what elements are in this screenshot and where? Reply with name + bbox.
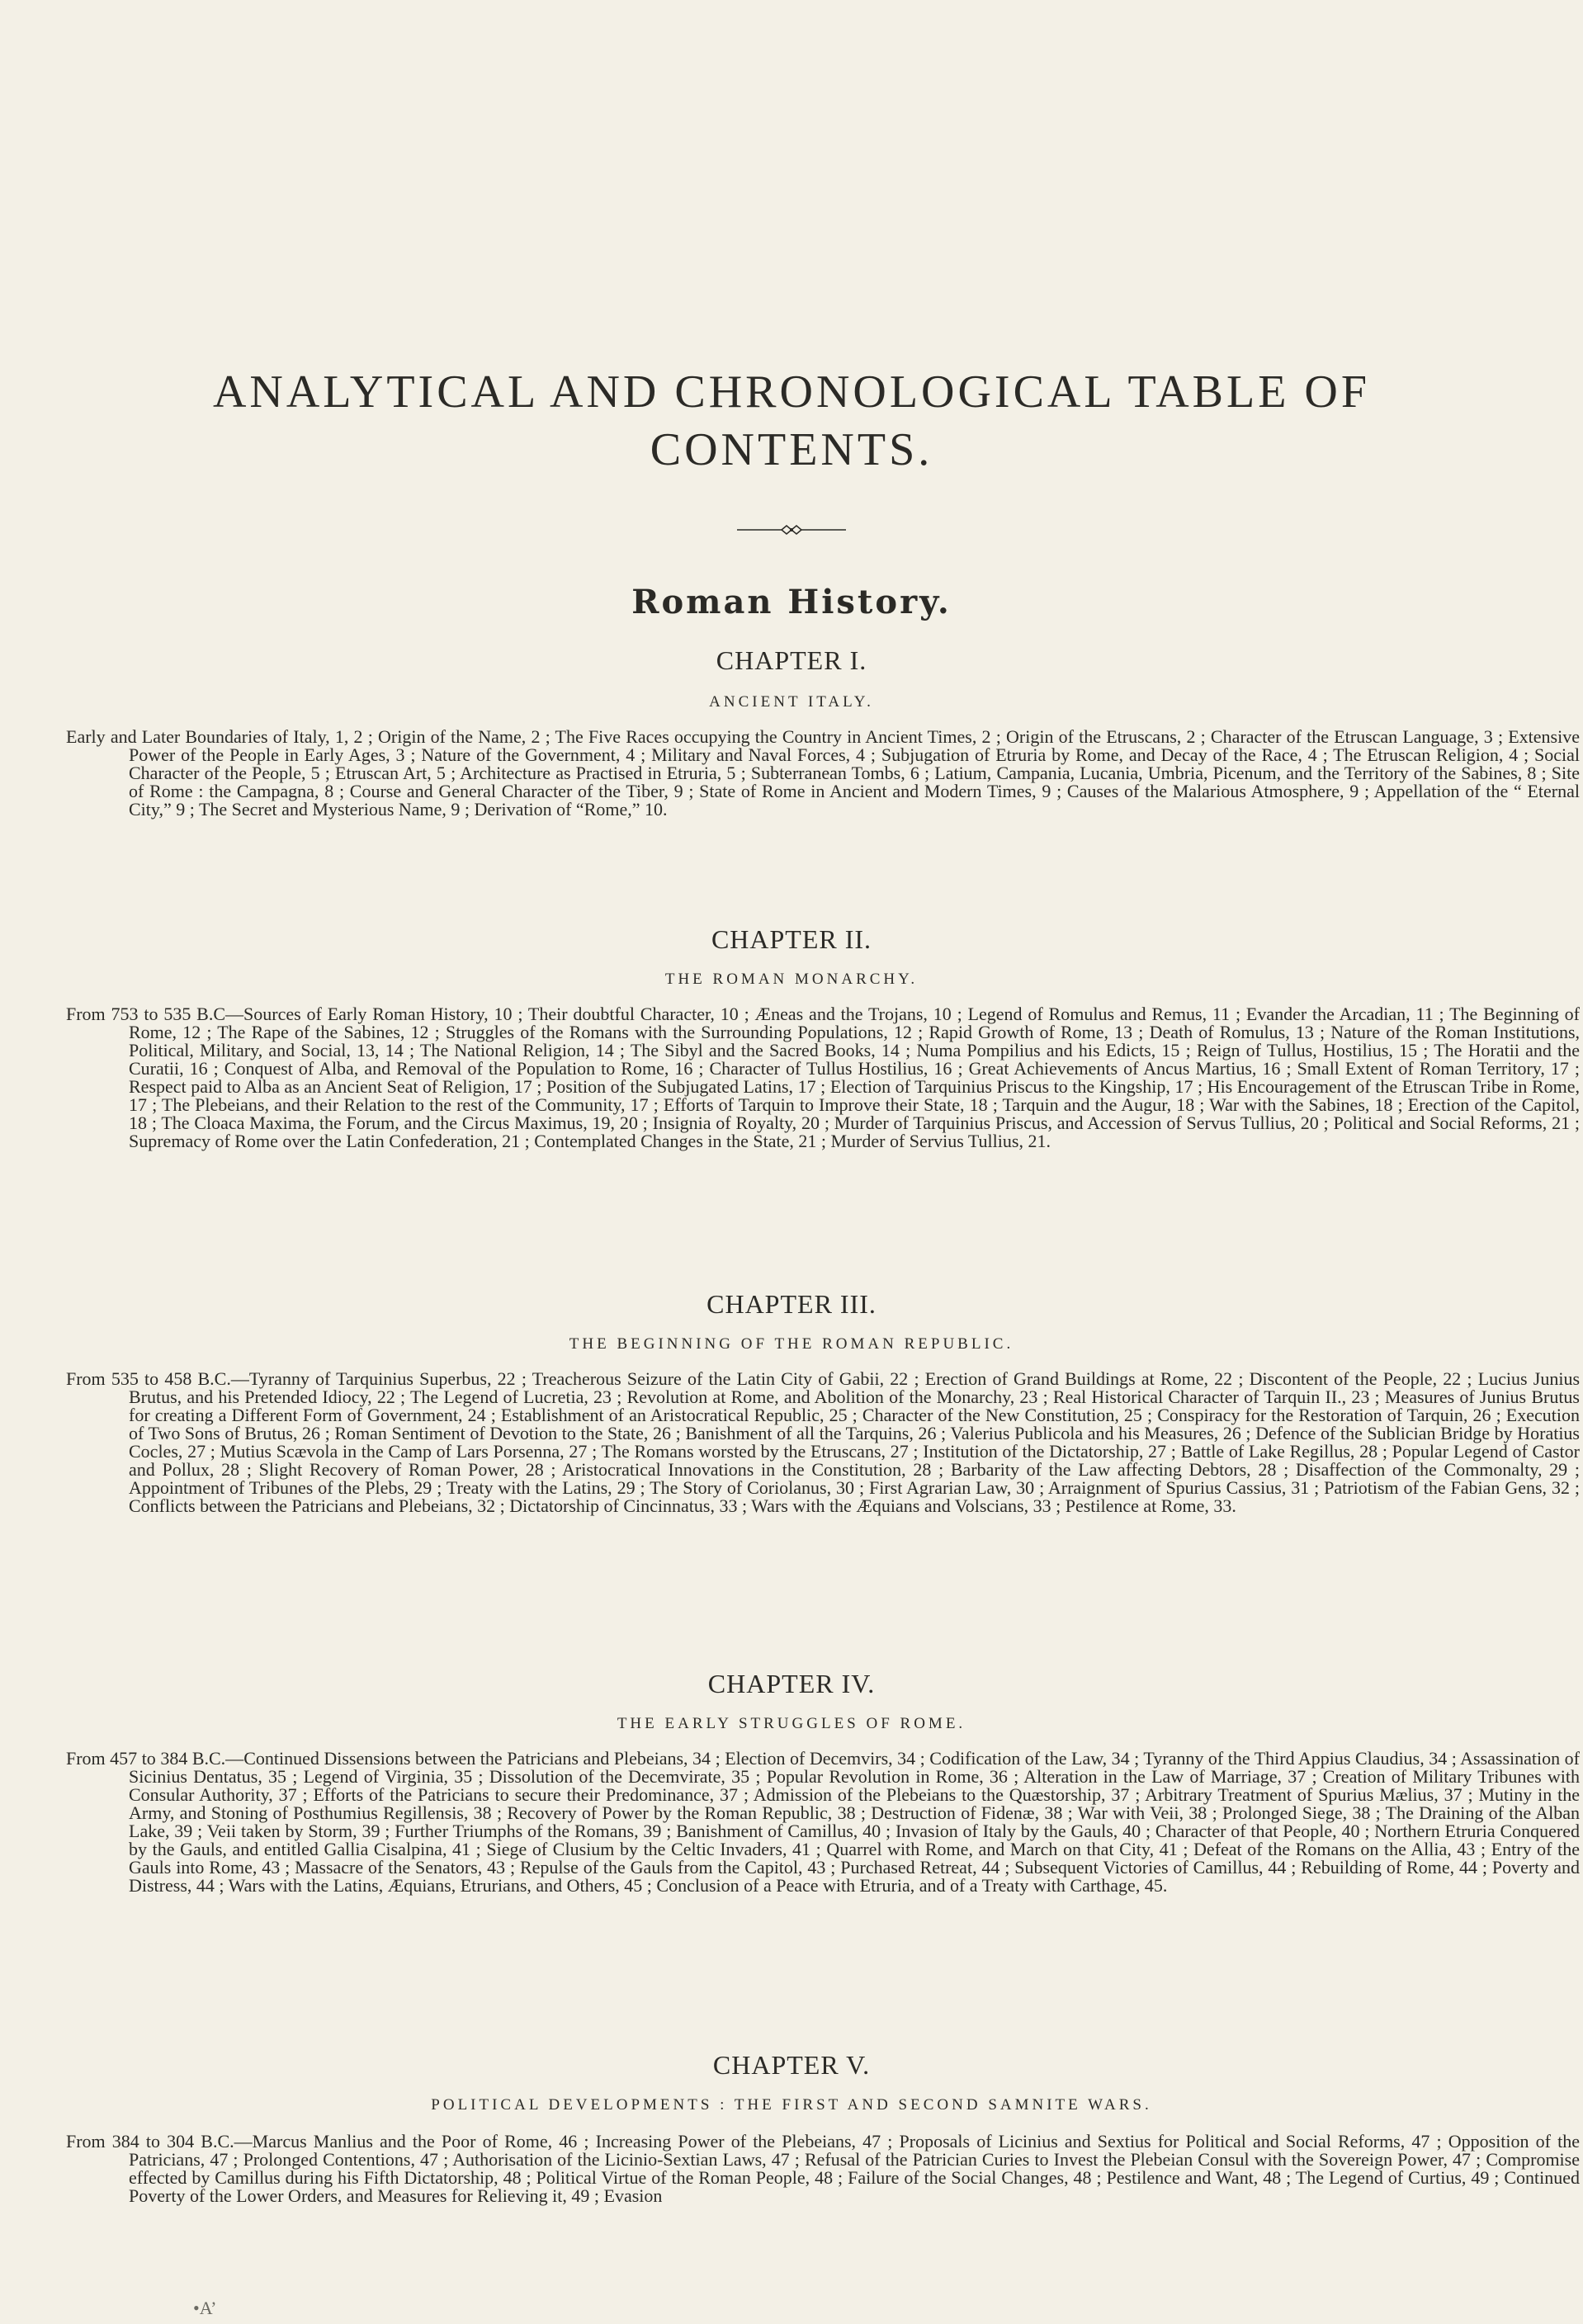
chapter-subtitle: THE EARLY STRUGGLES OF ROME. (617, 1715, 966, 1732)
chapter-lead: From 535 to 458 B.C.— (66, 1368, 249, 1389)
chapter-lead: Early and Later Boundaries of Italy, 1, 2 ; (66, 726, 373, 747)
chapter-text: Tyranny of Tarquinius Superbus, 22 ; Treacherous Seizure of the Latin City of Gabii, 22 ; Erection of Grand Buildings at Rome, 22 ; Discontent of the People, 22 ; Lucius Junius Brutus, and his Pretended Idiocy, 22 ; The Legend of Lucretia, 23 ; Revolution at Rome, and Abolition of the Monarchy, 23 ; Real Historical Character of Tarquin II., 23 ; Measures of Junius Brutus for creating a Different Form of Government, 24 ; Establishment of an Aristocratical Republic, 25 ; Character of the New Constitution, 25 ; Conspiracy for the Restoration of Tarquin, 26 ; Execution of Two Sons of Brutus, 26 ; Roman Sentiment of Devotion to the State, 26 ; Banishment of all the Tarquins, 26 ; Valerius Publicola and his Measures, 26 ; Defence of the Sublician Bridge by Horatius Cocles, 27 ; Mutius Scævola in the Camp of Lars Porsenna, 27 ; The Romans worsted by the Etruscans, 27 ; Institution of the Dictatorship, 27 ; Battle of Lake Regillus, 28 ; Popular Legend of Castor and Pollux, 28 ; Slight Recovery of Roman Power, 28 ; Aristocratical Innovations in the Constitution, 28 ; Barbarity of the Law affecting Debtors, 28 ; Disaffection of the Commonalty, 29 ; Appointment of Tribunes of the Plebs, 29 ; Treaty with the Latins, 29 ; The Story of Coriolanus, 30 ; First Agrarian Law, 30 ; Arraignment of Spurius Cassius, 31 ; Patriotism of the Fabian Gens, 32 ; Conflicts between the Patricians and Plebeians, 32 ; Dictatorship of Cincinnatus, 33 ; Wars with the Æquians and Volscians, 33 ; Pestilence at Rome, 33. (129, 1368, 1581, 1516)
chapter-lead: From 384 to 304 B.C.— (66, 2131, 253, 2152)
chapter-text: Continued Dissensions between the Patricians and Plebeians, 34 ; Election of Decemvirs, 34 ; Codification of the Law, 34 ; Tyranny of the Third Appius Claudius, 34 ; Assassination of Sicinius Dentatus, 35 ; Legend of Virginia, 35 ; Dissolution of the Decemvirate, 35 ; Popular Revolution in Rome, 36 ; Alteration in the Law of Marriage, 37 ; Creation of Military Tribunes with Consular Authority, 37 ; Efforts of the Patricians to secure their Predominance, 37 ; Admission of the Plebeians to the Quæstorship, 37 ; Arbitrary Treatment of Spurius Mælius, 37 ; Mutiny in the Army, and Stoning of Posthumius Regillensis, 38 ; Recovery of Power by the Roman Republic, 38 ; Destruction of Fidenæ, 38 ; War with Veii, 38 ; Prolonged Siege, 38 ; The Draining of the Alban Lake, 39 ; Veii taken by Storm, 39 ; Further Triumphs of the Romans, 39 ; Banishment of Camillus, 40 ; Invasion of Italy by the Gauls, 40 ; Character of that People, 40 ; Northern Etruria Conquered by the Gauls, and entitled Gallia Cisalpina, 41 ; Siege of Clusium by the Celtic Invaders, 41 ; Quarrel with Rome, and March on that City, 41 ; Defeat of the Romans on the Allia, 43 ; Entry of the Gauls into Rome, 43 ; Massacre of the Senators, 43 ; Repulse of the Gauls from the Capitol, 43 ; Purchased Retreat, 44 ; Subsequent Victories of Camillus, 44 ; Rebuilding of Rome, 44 ; Poverty and Distress, 44 ; Wars with the Latins, Æquians, Etrurians, and Others, 45 ; Conclusion of a Peace with Etruria, and of a Treaty with Carthage, 45. (129, 1748, 1580, 1896)
section-heading: Roman History. (631, 583, 952, 621)
chapter-text: Marcus Manlius and the Poor of Rome, 46 ; Increasing Power of the Plebeians, 47 ; Proposals of Licinius and Sextius for Political and Social Reforms, 47 ; Opposition of the Patricians, 47 ; Prolonged Contentions, 47 ; Authorisation of the Licinio-Sextian Laws, 47 ; Refusal of the Patrician Curies to Invest the Plebeian Consul with the Sovereign Power, 47 ; Compromise effected by Camillus during his Fifth Dictatorship, 48 ; Political Virtue of the Roman People, 48 ; Failure of the Social Changes, 48 ; Pestilence and Want, 48 ; The Legend of Curtius, 49 ; Continued Poverty of the Lower Orders, and Measures for Relieving it, 49 ; Evasion (129, 2131, 1581, 2206)
chapter-text: Sources of Early Roman History, 10 ; Their doubtful Character, 10 ; Æneas and the Trojans, 10 ; Legend of Romulus and Remus, 11 ; Evander the Arcadian, 11 ; The Beginning of Rome, 12 ; The Rape of the Sabines, 12 ; Struggles of the Romans with the Surrounding Populations, 12 ; Rapid Growth of Rome, 13 ; Death of Romulus, 13 ; Nature of the Roman Institutions, Political, Military, and Social, 13, 14 ; The National Religion, 14 ; The Sibyl and the Sacred Books, 14 ; Numa Pompilius and his Edicts, 15 ; Reign of Tullus, Hostilius, 15 ; The Horatii and the Curatii, 16 ; Conquest of Alba, and Removal of the Population to Rome, 16 ; Character of Tullus Hostilius, 16 ; Great Achievements of Ancus Martius, 16 ; Small Extent of Roman Territory, 17 ; Respect paid to Alba as an Ancient Seat of Religion, 17 ; Position of the Subjugated Latins, 17 ; Election of Tarquinius Priscus to the Kingship, 17 ; His Encouragement of the Etruscan Tribe in Rome, 17 ; The Plebeians, and their Relation to the rest of the Community, 17 ; Efforts of Tarquin to Improve their State, 18 ; Tarquin and the Augur, 18 ; War with the Sabines, 18 ; Erection of the Capitol, 18 ; The Cloaca Maxima, the Forum, and the Circus Maximus, 19, 20 ; Insignia of Royalty, 20 ; Murder of Tarquinius Priscus, and Accession of Servus Tullius, 20 ; Political and Social Reforms, 21 ; Supremacy of Rome over the Latin Confederation, 21 ; Contemplated Changes in the State, 21 ; Murder of Servius Tullius, 21. (129, 1004, 1580, 1151)
chapter-contents (66, 2133, 1580, 2205)
signature-mark: •A’ (193, 2298, 217, 2318)
title-line-2: CONTENTS. (650, 424, 933, 475)
chapter-title: CHAPTER III. (706, 1289, 877, 1319)
chapter-title: CHAPTER V. (712, 2050, 871, 2080)
chapter-lead: From 753 to 535 B.C— (66, 1004, 244, 1024)
chapter-subtitle: THE BEGINNING OF THE ROMAN REPUBLIC. (569, 1335, 1014, 1353)
chapter-contents (66, 1005, 1580, 1150)
chapter-title: CHAPTER II. (711, 924, 872, 954)
chapter-lead: From 457 to 384 B.C.— (66, 1748, 244, 1769)
chapter-text: Origin of the Name, 2 ; The Five Races occupying the Country in Ancient Times, 2 ; Origin of the Etruscans, 2 ; Character of the Etruscan Language, 3 ; Extensive Power of the People in Early Ages, 3 ; Nature of the Government, 4 ; Military and Naval Forces, 4 ; Subjugation of Etruria by Rome, and Decay of the Race, 4 ; The Etruscan Religion, 4 ; Social Character of the People, 5 ; Etruscan Art, 5 ; Architecture as Practised in Etruria, 5 ; Subterranean Tombs, 6 ; Latium, Campania, Lucania, Umbria, Picenum, and the Territory of the Sabines, 8 ; Site of Rome : the Campagna, 8 ; Course and General Character of the Tiber, 9 ; State of Rome in Ancient and Modern Times, 9 ; Causes of the Malarious Atmosphere, 9 ; Appellation of the “ Eternal City,” 9 ; The Secret and Mysterious Name, 9 ; Derivation of “Rome,” 10. (129, 726, 1581, 820)
chapter-contents (66, 1370, 1580, 1515)
page-title (99, 363, 1484, 479)
chapter-contents (66, 1750, 1580, 1895)
chapter-subtitle: THE ROMAN MONARCHY. (664, 971, 919, 988)
chapter-subtitle: POLITICAL DEVELOPMENTS : THE FIRST AND SECOND SAMNITE WARS. (431, 2096, 1152, 2114)
chapter-title: CHAPTER I. (716, 645, 867, 675)
chapter-subtitle: ANCIENT ITALY. (709, 693, 874, 711)
title-line-1: ANALYTICAL AND CHRONOLOGICAL TABLE OF (212, 366, 1370, 418)
divider-ornament-icon (737, 520, 846, 540)
chapter-title: CHAPTER IV. (707, 1669, 876, 1698)
chapter-contents (66, 728, 1580, 819)
